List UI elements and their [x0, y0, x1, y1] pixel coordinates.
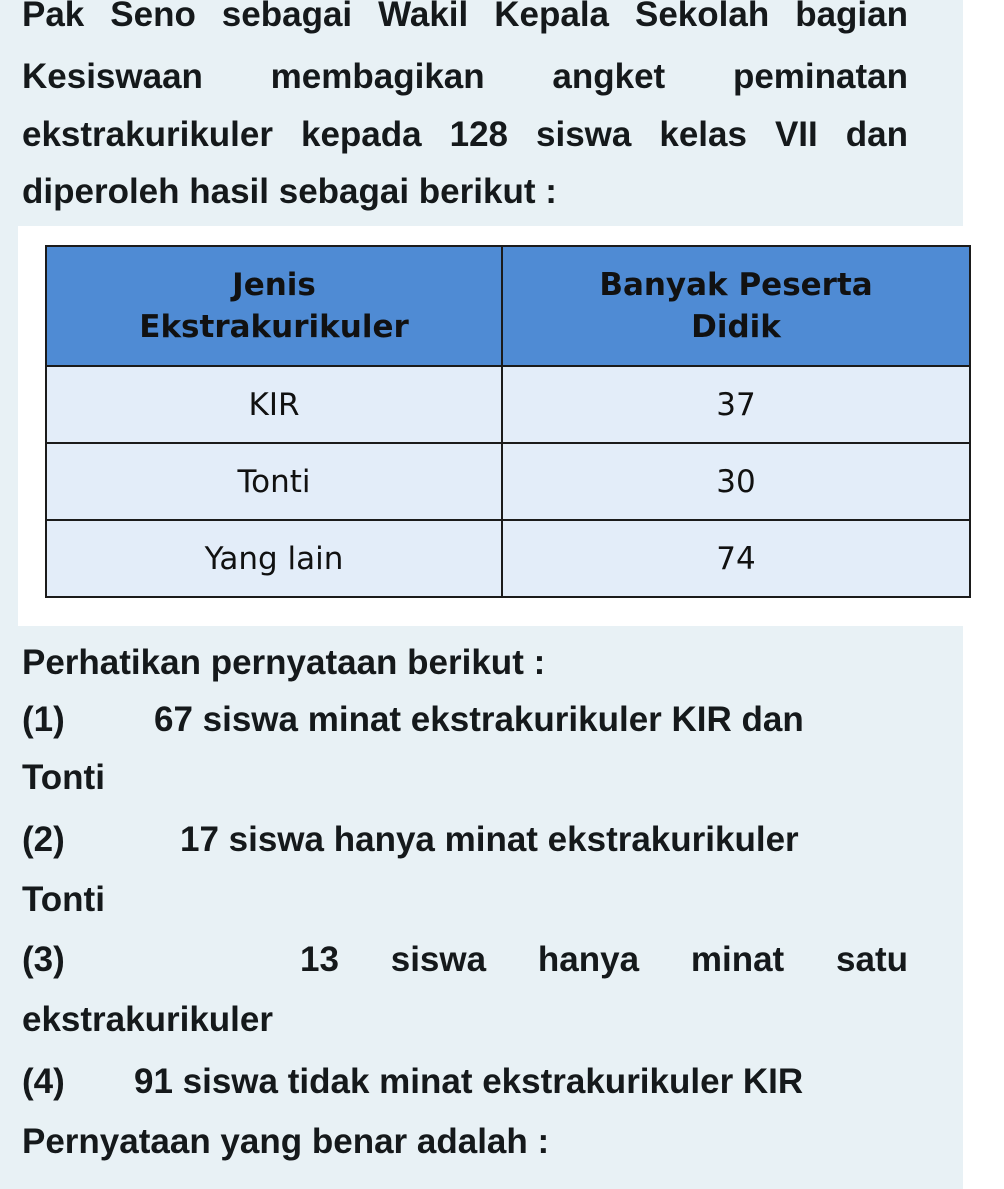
- question-text: Pernyataan yang benar adalah :: [22, 1122, 550, 1161]
- statement-text: 17 siswa hanya minat ekstrakurikuler: [180, 820, 799, 859]
- statement-number: (3): [22, 940, 65, 979]
- table-header-row: [46, 246, 970, 366]
- statement-text: 67 siswa minat ekstrakurikuler KIR dan: [154, 700, 804, 739]
- cell-banyak: 74: [502, 520, 970, 597]
- intro-line-2: Kesiswaan membagikan angket peminatan: [22, 57, 908, 96]
- cell-jenis: Tonti: [46, 443, 502, 520]
- statement-1-cont: Tonti: [22, 758, 105, 797]
- prompt-text: Perhatikan pernyataan berikut :: [22, 643, 546, 682]
- statement-text: 91 siswa tidak minat ekstrakurikuler KIR: [134, 1062, 804, 1101]
- statement-3-cont: ekstrakurikuler: [22, 1000, 273, 1039]
- statement-text: 13 siswa hanya minat satu: [300, 940, 908, 979]
- statement-number: (4): [22, 1062, 65, 1101]
- intro-line-4: diperoleh hasil sebagai berikut :: [22, 172, 557, 211]
- statement-2-cont: Tonti: [22, 880, 105, 919]
- table-row: [46, 366, 970, 443]
- header-jenis-label: Jenis Ekstrakurikuler: [139, 267, 409, 345]
- statement-number: (1): [22, 700, 65, 739]
- statement-3: [22, 930, 908, 990]
- extracurricular-table: [45, 245, 971, 598]
- cell-jenis: Yang lain: [46, 520, 502, 597]
- intro-line-3: ekstrakurikuler kepada 128 siswa kelas VII dan: [22, 115, 908, 154]
- cell-banyak: 30: [502, 443, 970, 520]
- table-row: [46, 520, 970, 597]
- table-row: [46, 443, 970, 520]
- header-banyak: [502, 246, 970, 366]
- table-container: [18, 226, 1000, 626]
- cell-banyak: 37: [502, 366, 970, 443]
- statement-2: [22, 810, 908, 870]
- statement-4: [22, 1052, 908, 1112]
- statement-number: (2): [22, 820, 65, 859]
- intro-line-1: Pak Seno sebagai Wakil Kepala Sekolah bagian: [22, 0, 908, 34]
- statement-1: [22, 690, 908, 750]
- header-banyak-label: Banyak Peserta Didik: [599, 267, 873, 345]
- header-jenis: [46, 246, 502, 366]
- cell-jenis: KIR: [46, 366, 502, 443]
